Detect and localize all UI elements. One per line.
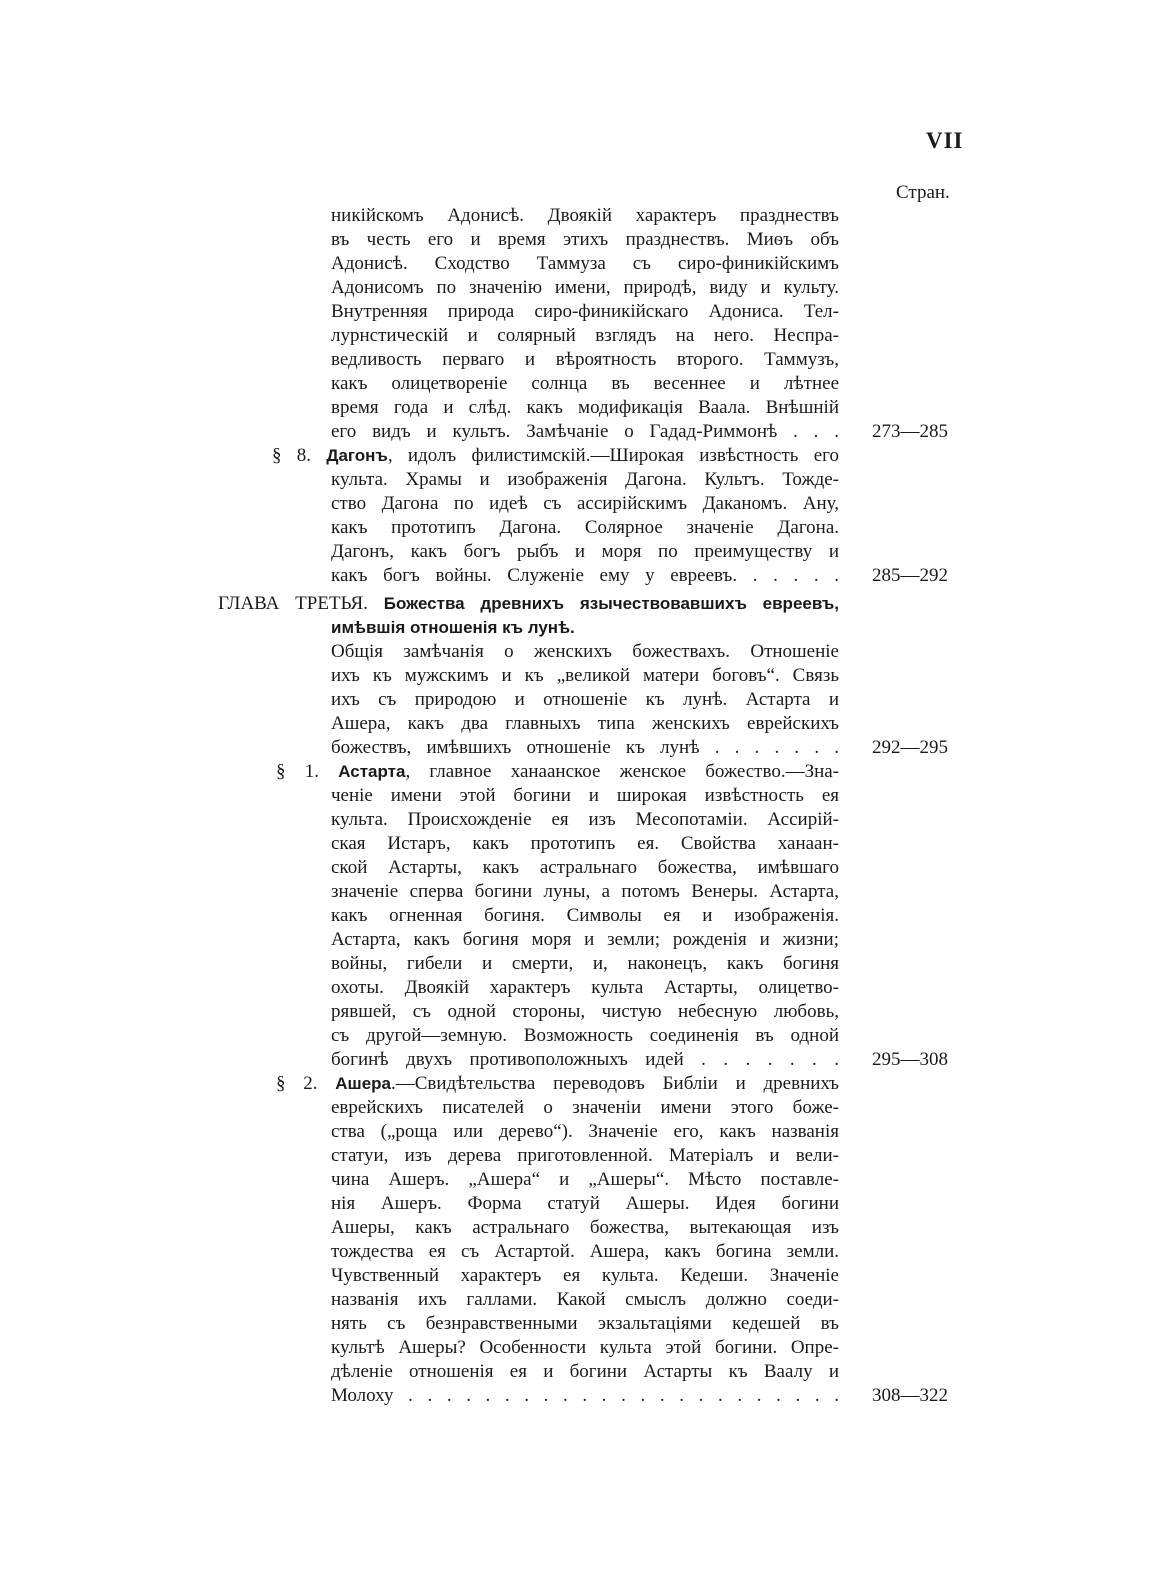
entry-line: ченіе имени этой богини и широкая извѣстность ея bbox=[331, 785, 839, 806]
entry-line: нія Ашеръ. Форма статуй Ашеры. Идея богини bbox=[331, 1193, 839, 1214]
chapter-title-continued: имѣвшія отношенія къ лунѣ. bbox=[331, 618, 575, 637]
entry-line: какъ прототипъ Дагона. Солярное значеніе Дагона. bbox=[331, 517, 839, 538]
entry-line: ство Дагона по идеѣ съ ассирійскимъ Даканомъ. Ану, bbox=[331, 493, 839, 514]
entry-line: культѣ Ашеры? Особенности культа этой богини. Опре- bbox=[331, 1337, 839, 1358]
entry-line: Астарта, какъ богиня моря и земли; рожденія и жизни; bbox=[331, 929, 839, 950]
entry-line: Общія замѣчанія о женскихъ божествахъ. Отношеніе bbox=[331, 641, 839, 662]
entry-line: Адонисѣ. Сходство Таммуза съ сиро-финикійскимъ bbox=[331, 253, 839, 274]
entry-line: нять съ безнравственными экзальтаціями кедешей въ bbox=[331, 1313, 839, 1334]
entry-line: богинѣ двухъ противоположныхъ идей . . . . . . . bbox=[331, 1049, 839, 1070]
chapter-label: ГЛАВА ТРЕТЬЯ. bbox=[218, 593, 368, 614]
entry-line-rest: , главное ханаанское женское божество.—Зна- bbox=[405, 761, 839, 782]
page-range: 295—308 bbox=[872, 1049, 948, 1070]
entry-line: Молоху . . . . . . . . . . . . . . . . . . . . . . . bbox=[331, 1385, 839, 1406]
chapter-title-line-2 bbox=[331, 616, 839, 640]
entry-line: божествъ, имѣвшихъ отношеніе къ лунѣ . . . . . . . bbox=[331, 737, 839, 758]
entry-line: Ашеры, какъ астральнаго божества, вытекающая изъ bbox=[331, 1217, 839, 1238]
section-title: Дагонъ bbox=[326, 446, 388, 465]
entry-first-line bbox=[276, 1072, 839, 1096]
entry-line: еврейскихъ писателей о значеніи имени этого боже- bbox=[331, 1097, 839, 1118]
page-number: VII bbox=[926, 128, 964, 153]
entry-line: чина Ашеръ. „Ашера“ и „Ашеры“. Мѣсто поставле- bbox=[331, 1169, 839, 1190]
entry-line: Чувственный характеръ ея культа. Кедеши. Значеніе bbox=[331, 1265, 839, 1286]
entry-line: рявшей, съ одной стороны, чистую небесную любовь, bbox=[331, 1001, 839, 1022]
section-title: Астарта bbox=[338, 762, 406, 781]
entry-line: культа. Происхожденіе ея изъ Месопотаміи. Ассирій- bbox=[331, 809, 839, 830]
entry-line: войны, гибели и смерти, и, наконецъ, какъ богиня bbox=[331, 953, 839, 974]
entry-line: значеніе сперва богини луны, а потомъ Венеры. Астарта, bbox=[331, 881, 839, 902]
entry-line: Ашера, какъ два главныхъ типа женскихъ еврейскихъ bbox=[331, 713, 839, 734]
entry-line: его видъ и культъ. Замѣчаніе о Гадад-Риммонѣ . . . bbox=[331, 421, 839, 442]
entry-line: ства („роща или дерево“). Значеніе его, какъ названія bbox=[331, 1121, 839, 1142]
entry-line: какъ олицетвореніе солнца въ весеннее и лѣтнее bbox=[331, 373, 839, 394]
entry-line: Внутренняя природа сиро-финикійскаго Адониса. Тел- bbox=[331, 301, 839, 322]
entry-line: съ другой—земную. Возможность соединенія въ одной bbox=[331, 1025, 839, 1046]
page-range: 292—295 bbox=[872, 737, 948, 758]
entry-line: ихъ къ мужскимъ и къ „великой матери боговъ“. Связь bbox=[331, 665, 839, 686]
entry-line: время года и слѣд. какъ модификація Ваала. Внѣшній bbox=[331, 397, 839, 418]
entry-line: Дагонъ, какъ богъ рыбъ и моря по преимуществу и bbox=[331, 541, 839, 562]
entry-line: ская Истаръ, какъ прототипъ ея. Свойства ханаан- bbox=[331, 833, 839, 854]
page-range: 308—322 bbox=[872, 1385, 948, 1406]
chapter-heading bbox=[218, 592, 839, 616]
section-label: § 2. bbox=[276, 1073, 318, 1094]
entry-line: никійскомъ Адонисѣ. Двоякій характеръ празднествъ bbox=[331, 205, 839, 226]
entry-line: ведливость перваго и вѣроятность второго. Таммузъ, bbox=[331, 349, 839, 370]
chapter-title: Божества древнихъ язычествовавшихъ евреевъ, bbox=[383, 594, 839, 613]
entry-line: лурнстическій и солярный взглядъ на него. Неспра- bbox=[331, 325, 839, 346]
entry-line: культа. Храмы и изображенія Дагона. Культъ. Тожде- bbox=[331, 469, 839, 490]
entry-line: статуи, изъ дерева приготовленной. Матеріалъ и вели- bbox=[331, 1145, 839, 1166]
section-label: § 1. bbox=[276, 761, 319, 782]
entry-line-rest: .—Свидѣтельства переводовъ Библіи и древнихъ bbox=[391, 1073, 839, 1094]
page-range: 285—292 bbox=[872, 565, 948, 586]
entry-line: ской Астарты, какъ астральнаго божества, имѣвшаго bbox=[331, 857, 839, 878]
entry-line: дѣленіе отношенія ея и богини Астарты къ Ваалу и bbox=[331, 1361, 839, 1382]
entry-line-rest: , идолъ филистимскій.—Широкая извѣстность его bbox=[387, 445, 839, 466]
section-label: § 8. bbox=[272, 445, 312, 466]
entry-line: какъ богъ войны. Служеніе ему у евреевъ. . . . . . bbox=[331, 565, 839, 586]
entry-line: ихъ съ природою и отношеніе къ лунѣ. Астарта и bbox=[331, 689, 839, 710]
entry-line: охоты. Двоякій характеръ культа Астарты, олицетво- bbox=[331, 977, 839, 998]
entry-line: тождества ея съ Астартой. Ашера, какъ богина земли. bbox=[331, 1241, 839, 1262]
entry-first-line bbox=[276, 760, 839, 784]
entry-line: въ честь его и время этихъ празднествъ. Миѳъ объ bbox=[331, 229, 839, 250]
section-title: Ашера bbox=[335, 1074, 391, 1093]
entry-line: названія ихъ галлами. Какой смыслъ должно соеди- bbox=[331, 1289, 839, 1310]
page-range: 273—285 bbox=[872, 421, 948, 442]
entry-line: Адонисомъ по значенію имени, природѣ, виду и культу. bbox=[331, 277, 839, 298]
pages-column-heading: Стран. bbox=[896, 182, 950, 203]
entry-line: какъ огненная богиня. Символы ея и изображенія. bbox=[331, 905, 839, 926]
entry-first-line bbox=[272, 444, 839, 468]
